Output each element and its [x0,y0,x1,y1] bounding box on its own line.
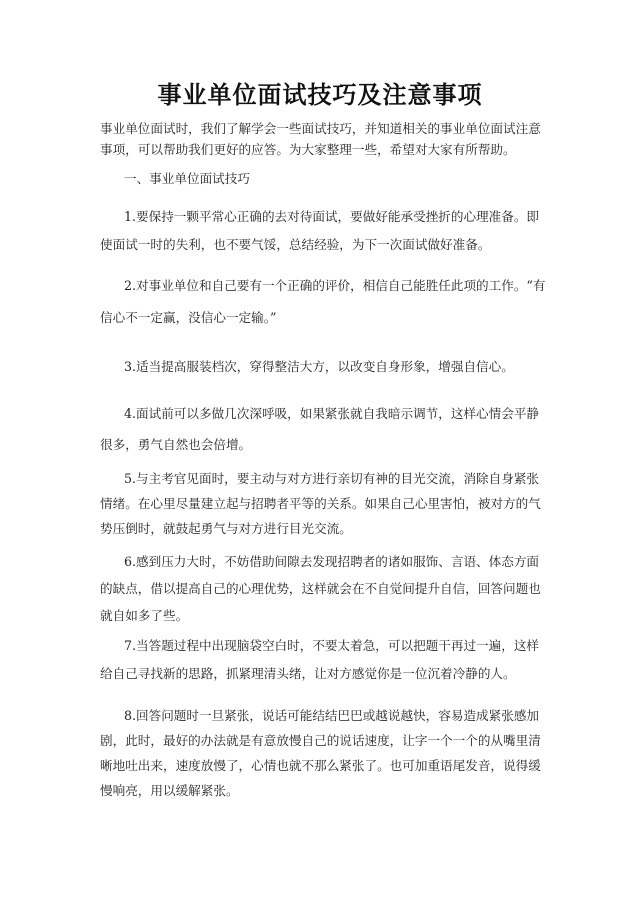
section-heading: 一、事业单位面试技巧 [124,171,250,186]
paragraph-1: 1.要保持一颗平常心正确的去对待面试，要做好能承受挫折的心理准备。即使面试一时的失利，也不要气馁，总结经验，为下一次面试做好准备。 [100,209,540,252]
paragraph-2: 2.对事业单位和自己要有一个正确的评价，相信自己能胜任此项的工作。“有信心不一定赢，没信心一定输。” [100,278,546,325]
document-title: 事业单位面试技巧及注意事项 [157,80,483,109]
paragraph-8: 8.回答问题时一旦紧张，说话可能结结巴巴或越说越快，容易造成紧张感加剧，此时，最好的办法就是有意放慢自己的说话速度，让字一个一个的从嘴里清晰地吐出来，速度放慢了，心情也就不那么紧张了。也可加重语尾发音，说得缓慢响亮，用以缓解紧张。 [100,708,541,798]
paragraph-4: 4.面试前可以多做几次深呼吸，如果紧张就自我暗示调节，这样心情会平静很多，勇气自然也会倍增。 [100,406,540,452]
intro-paragraph: 事业单位面试时，我们了解学会一些面试技巧，并知道相关的事业单位面试注意事项，可以帮助我们更好的应答。为大家整理一些，希望对大家有所帮助。 [100,121,541,157]
paragraph-5: 5.与主考官见面时，要主动与对方进行亲切有神的目光交流，消除自身紧张情绪。在心里尽量建立起与招聘者平等的关系。如果自己心里害怕，被对方的气势压倒时，就鼓起勇气与对方进行目光交流。 [100,471,541,536]
paragraph-3: 3.适当提高服装档次，穿得整洁大方，以改变自身形象，增强自信心。 [124,359,514,374]
paragraph-6: 6.感到压力大时，不妨借助间隙去发现招聘者的诸如服饰、言语、体态方面的缺点，借以提高自己的心理优势，这样就会在不自觉间提升自信，回答问题也就自如多了些。 [100,554,541,623]
paragraph-7: 7.当答题过程中出现脑袋空白时，不要太着急，可以把题干再过一遍，这样给自己寻找新的思路，抓紧理清头绪，让对方感觉你是一位沉着冷静的人。 [100,638,540,681]
